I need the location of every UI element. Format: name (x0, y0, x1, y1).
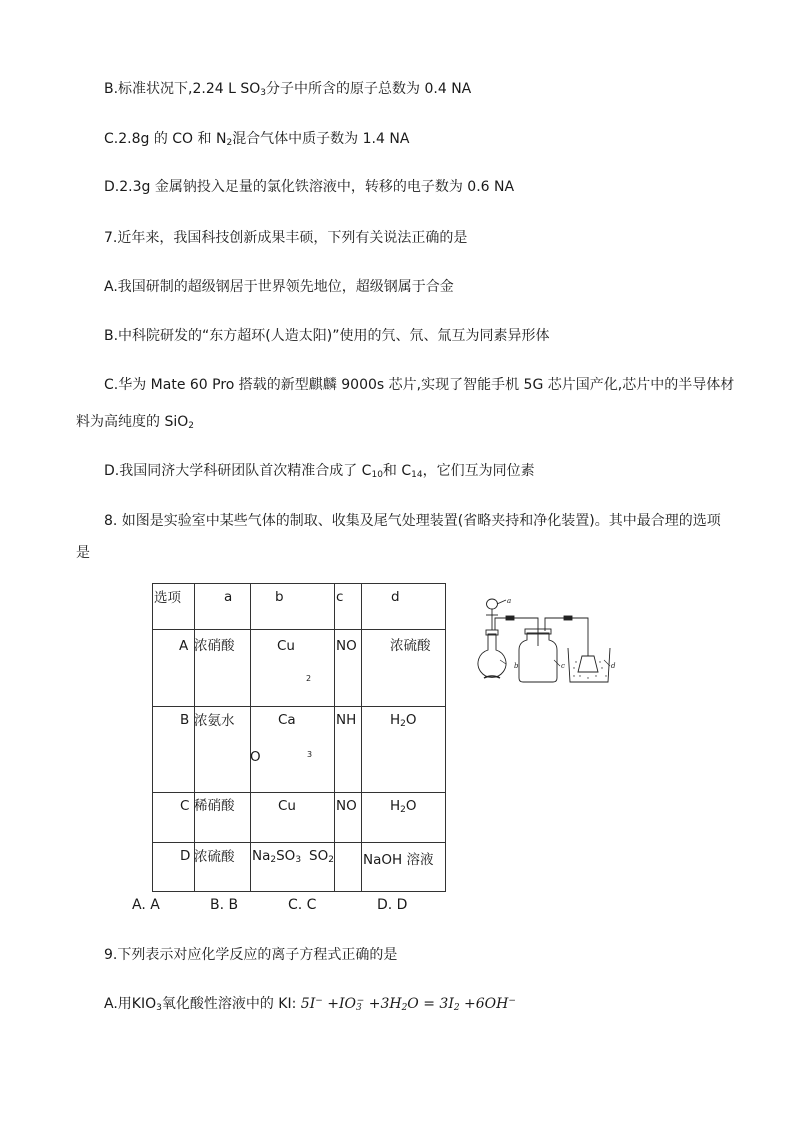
q6-option-c: C.2.8g 的 CO 和 $N_2$混合气体中质子数为 1.4 NA (104, 131, 410, 148)
table-cell: NaOH 溶液 (362, 843, 446, 892)
table-cell: D (153, 843, 195, 892)
ionic-equation: $5I^- +IO_3^- +3H_2O = 3I_2 +6OH^-$ (300, 996, 516, 1013)
table-cell: NO (335, 630, 362, 707)
table-cell: 稀硝酸 (195, 793, 251, 843)
table-cell: 浓氨水 (195, 707, 251, 793)
q7-option-b: B.中科院研发的“东方超环(人造太阳)”使用的氕、氘、氚互为同素异形体 (104, 328, 550, 344)
table-cell: Cu 2 (251, 630, 335, 707)
q8-options-table (152, 583, 446, 892)
separatory-funnel-icon (487, 599, 498, 609)
table-cell: NO (335, 793, 362, 843)
table-cell: 浓硫酸 (362, 630, 446, 707)
table-header-cell: c (335, 584, 362, 630)
table-row (153, 793, 446, 843)
q8-stem-line2: 是 (76, 545, 90, 561)
gas-apparatus-diagram (470, 596, 618, 690)
q9-option-a: A.用$KIO_3$氧化酸性溶液中的 KI: $5I^- +IO_3^- +3H_2O = 3I_2 +6OH^-$ (104, 996, 516, 1013)
table-header-cell: a (195, 584, 251, 630)
apparatus-label-c: c (561, 662, 565, 670)
answer-choice-d: D. D (377, 897, 408, 913)
table-cell: Ca O (251, 707, 335, 793)
table-cell: C (153, 793, 195, 843)
table-cell: $H_2O$ (362, 707, 446, 793)
q7-stem: 7.近年来，我国科技创新成果丰硕，下列有关说法正确的是 (104, 230, 468, 246)
table-row (153, 630, 446, 707)
answer-choice-c: C. C (288, 897, 317, 913)
apparatus-label-d: d (611, 662, 616, 670)
round-flask-icon (478, 634, 506, 677)
apparatus-label-a: a (507, 597, 512, 605)
table-row (153, 843, 446, 892)
q6-option-b: B.标准状况下,2.24 L $SO_3$分子中所含的原子总数为 0.4 NA (104, 81, 472, 98)
q6-option-d: D.2.3g 金属钠投入足量的氯化铁溶液中，转移的电子数为 0.6 NA (104, 179, 515, 195)
table-cell: $H_2O$ (362, 793, 446, 843)
table-cell: Cu (251, 793, 335, 843)
answer-choice-a: A. A (132, 897, 160, 913)
table-cell: $SO_2$ (335, 843, 362, 892)
q9-stem: 9.下列表示对应化学反应的离子方程式正确的是 (104, 947, 398, 963)
q7-option-d: D.我国同济大学科研团队首次精准合成了 $C_{10}$和 $C_{14}$，它们互为同位素 (104, 463, 535, 480)
table-header-cell: 选项 (153, 584, 195, 630)
table-cell: $Na_2SO_3$ (251, 843, 335, 892)
table-header-cell: d (362, 584, 446, 630)
table-header-row (153, 584, 446, 630)
table-cell: A (153, 630, 195, 707)
q7-option-c-line2: 料为高纯度的 SiO$_2$ (76, 414, 194, 431)
table-cell: 浓硫酸 (195, 843, 251, 892)
answer-choice-b: B. B (210, 897, 239, 913)
table-row (153, 707, 446, 793)
apparatus-label-b: b (514, 662, 519, 670)
q7-option-a: A.我国研制的超级钢居于世界领先地位，超级钢属于合金 (104, 279, 454, 295)
q7-option-c-line1: C.华为 Mate 60 Pro 搭载的新型麒麟 9000s 芯片,实现了智能手机 5G 芯片国产化,芯片中的半导体材 (104, 377, 735, 393)
table-cell: 浓硝酸 (195, 630, 251, 707)
table-cell: B (153, 707, 195, 793)
table-cell: NH 3 (335, 707, 362, 793)
table-header-cell: b (251, 584, 335, 630)
q8-stem-line1: 8. 如图是实验室中某些气体的制取、收集及尾气处理装置(省略夹持和净化装置)。其中最合理的选项 (104, 513, 721, 529)
beaker-icon (568, 648, 610, 682)
